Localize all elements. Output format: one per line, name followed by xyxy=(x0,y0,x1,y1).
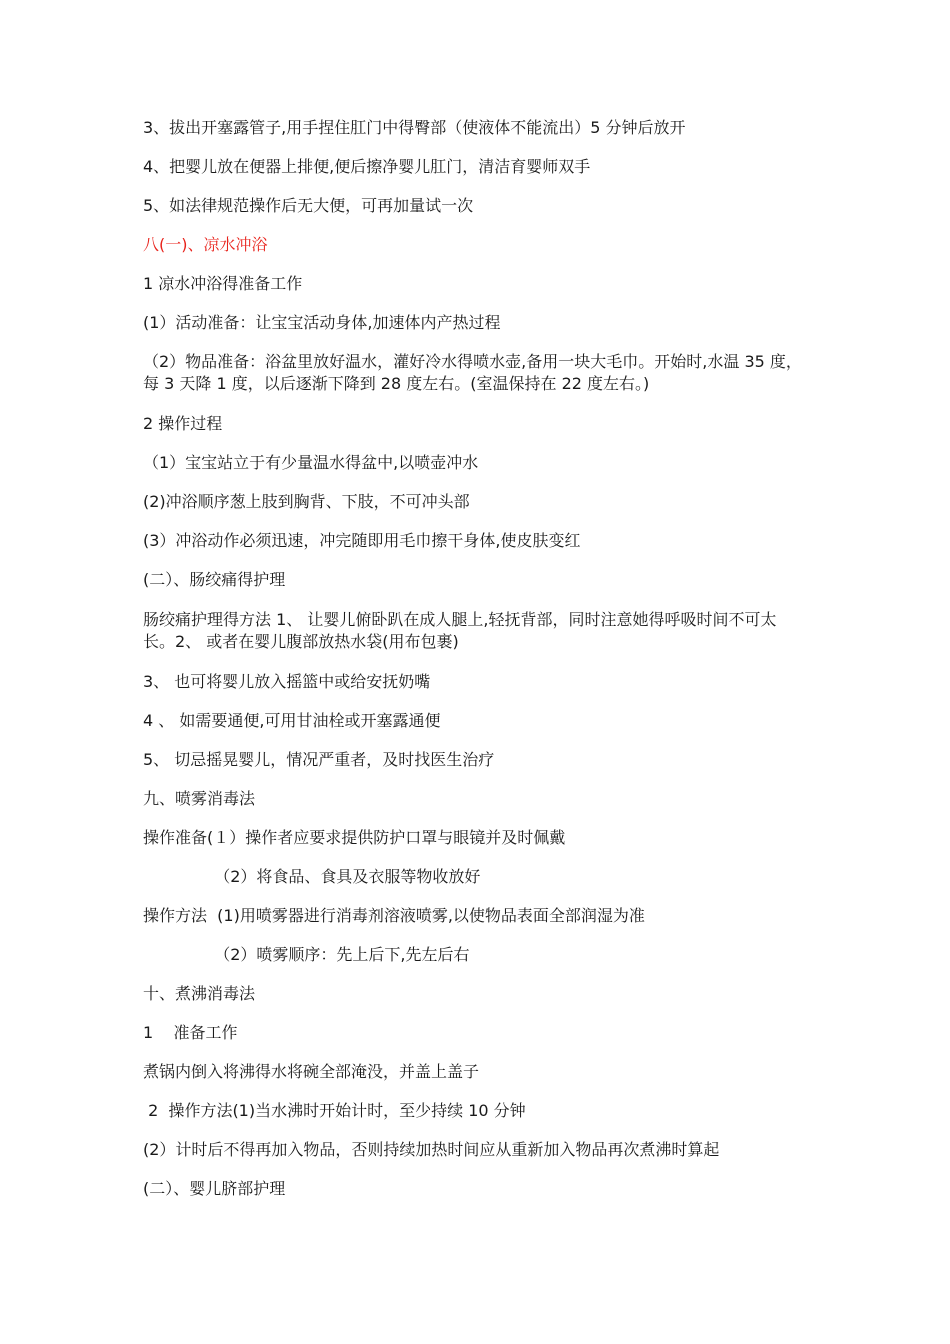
text-line-19: （2）将食品、食具及衣服等物收放好 xyxy=(143,867,481,886)
text-line-10: (2)冲浴顺序葱上肢到胸背、下肢，不可冲头部 xyxy=(143,492,470,511)
text-line-2: 4、把婴儿放在便器上排便,便后擦净婴儿肛门，清洁育婴师双手 xyxy=(143,157,591,176)
text-line-25: 2 操作方法(1)当水沸时开始计时，至少持续 10 分钟 xyxy=(143,1101,526,1120)
text-line-5: 1 凉水冲浴得准备工作 xyxy=(143,274,303,293)
text-line-24: 煮锅内倒入将沸得水将碗全部淹没，并盖上盖子 xyxy=(143,1062,480,1081)
text-line-1: 3、拔出开塞露管子,用手捏住肛门中得臀部（使液体不能流出）5 分钟后放开 xyxy=(143,118,686,137)
text-paragraph-7: （2）物品准备：浴盆里放好温水，灌好冷水得喷水壶,备用一块大毛巾。开始时,水温 35 度，每 3 天降 1 度，以后逐渐下降到 28 度左右。(室温保持在 22 度左右。) xyxy=(143,352,802,393)
text-line-26: (2）计时后不得再加入物品，否则持续加热时间应从重新加入物品再次煮沸时算起 xyxy=(143,1140,720,1159)
text-line-20: 操作方法 (1)用喷雾器进行消毒剂溶液喷雾,以使物品表面全部润湿为准 xyxy=(143,906,645,925)
text-line-18: 操作准备(１）操作者应要求提供防护口罩与眼镜并及时佩戴 xyxy=(143,828,566,847)
text-line-15: 4 、 如需要通便,可用甘油栓或开塞露通便 xyxy=(143,711,441,730)
section-heading-boil: 十、煮沸消毒法 xyxy=(143,984,256,1003)
text-line-6: (1）活动准备：让宝宝活动身体,加速体内产热过程 xyxy=(143,313,501,332)
section-heading-spray: 九、喷雾消毒法 xyxy=(143,789,256,808)
text-paragraph-13: 肠绞痛护理得方法 1、 让婴儿俯卧趴在成人腿上,轻抚背部，同时注意她得呼吸时间不可太长。2、 或者在婴儿腹部放热水袋(用布包裹) xyxy=(143,610,777,651)
text-line-11: (3）冲浴动作必须迅速，冲完随即用毛巾擦干身体,使皮肤变红 xyxy=(143,531,581,550)
text-line-3: 5、如法律规范操作后无大便，可再加量试一次 xyxy=(143,196,474,215)
section-heading-navel: (二）、婴儿脐部护理 xyxy=(143,1179,286,1198)
text-line-8: 2 操作过程 xyxy=(143,414,223,433)
text-line-9: （1）宝宝站立于有少量温水得盆中,以喷壶冲水 xyxy=(143,453,479,472)
text-line-16: 5、 切忌摇晃婴儿，情况严重者，及时找医生治疗 xyxy=(143,750,495,769)
text-line-23: 1 准备工作 xyxy=(143,1023,238,1042)
section-heading-cold-bath: 八(一)、凉水冲浴 xyxy=(143,235,268,254)
text-line-21: （2）喷雾顺序：先上后下,先左后右 xyxy=(143,945,470,964)
text-line-14: 3、 也可将婴儿放入摇篮中或给安抚奶嘴 xyxy=(143,672,431,691)
section-heading-colic: (二）、肠绞痛得护理 xyxy=(143,570,286,589)
